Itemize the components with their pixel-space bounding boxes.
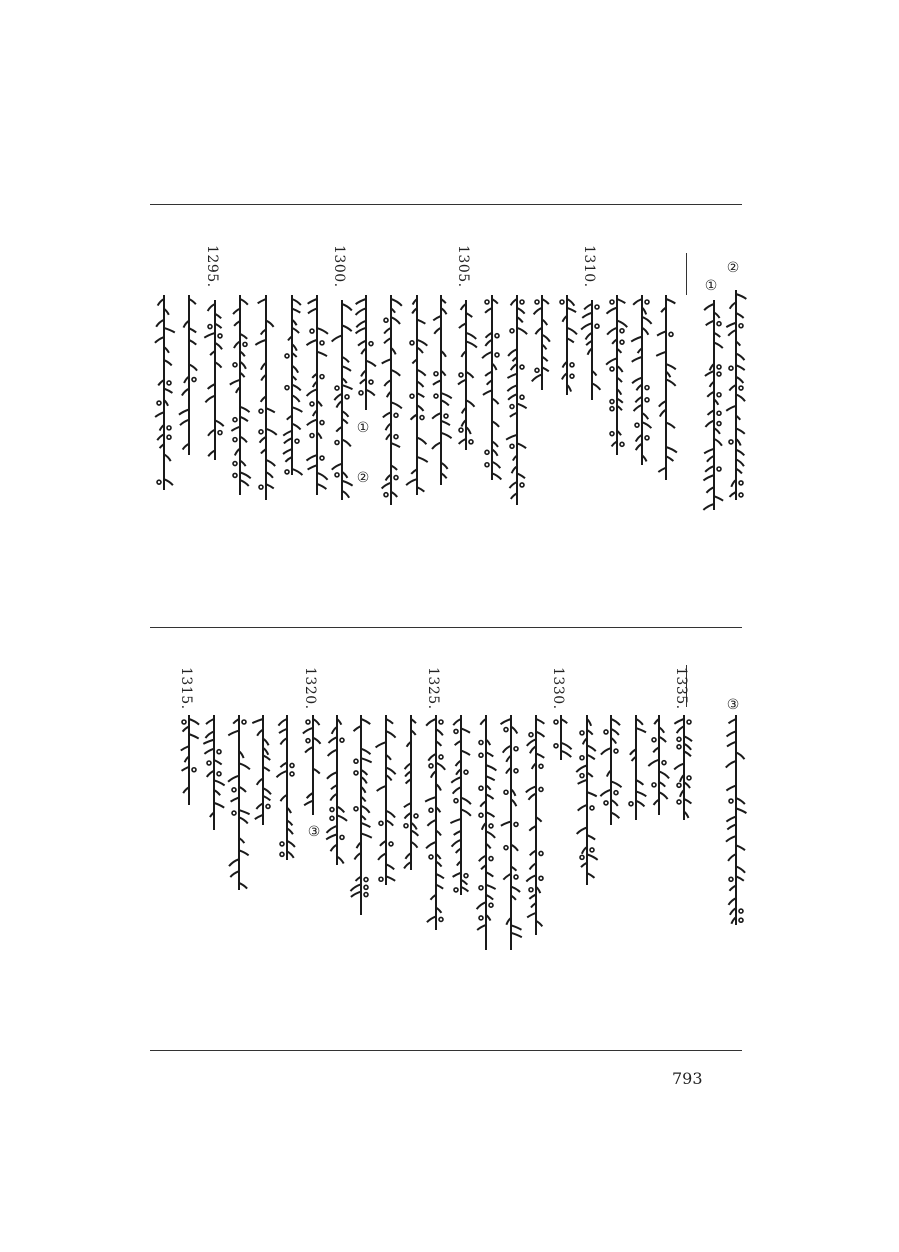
line-number-1320: 1320. — [302, 667, 318, 710]
text-column — [673, 715, 695, 820]
text-column — [178, 715, 200, 805]
text-column — [550, 715, 572, 760]
text-column — [204, 300, 226, 460]
bottom-rule — [150, 1050, 742, 1051]
text-column — [625, 715, 647, 820]
text-column — [500, 715, 522, 950]
text-column — [203, 715, 225, 830]
text-column — [306, 295, 328, 495]
text-column — [178, 295, 200, 455]
text-column — [406, 295, 428, 495]
text-column — [455, 300, 477, 450]
text-column — [252, 715, 274, 825]
text-column — [606, 295, 628, 455]
text-column — [581, 300, 603, 400]
text-column — [400, 715, 422, 870]
text-column — [475, 715, 497, 950]
text-column — [430, 295, 452, 485]
line-number-1315: 1315. — [178, 667, 194, 710]
line-number-1310: 1310. — [581, 245, 597, 288]
text-column — [355, 295, 377, 410]
text-column — [326, 715, 348, 865]
inline-marker-3: ③ — [306, 824, 322, 840]
line-number-1300: 1300. — [331, 245, 347, 288]
footnote-marker-2: ② — [725, 260, 741, 276]
middle-rule — [150, 627, 742, 628]
text-column — [725, 715, 747, 925]
text-column — [281, 295, 303, 475]
page-number: 793 — [672, 1069, 703, 1088]
text-column — [375, 715, 397, 885]
text-column — [655, 295, 677, 480]
text-column — [276, 715, 298, 860]
line-number-1335: 1335. — [673, 667, 689, 710]
text-column — [255, 295, 277, 500]
text-column — [725, 290, 747, 500]
text-column — [302, 715, 324, 815]
footnote-separator-upper — [686, 253, 687, 295]
text-column — [648, 715, 670, 815]
text-column — [350, 715, 372, 915]
text-column — [425, 715, 447, 930]
text-column — [229, 295, 251, 495]
text-column — [380, 295, 402, 505]
text-column — [600, 715, 622, 825]
footnote-marker-3: ③ — [725, 697, 741, 713]
text-column — [450, 715, 472, 895]
text-column — [506, 295, 528, 505]
text-column — [703, 300, 725, 510]
text-column — [576, 715, 598, 885]
inline-marker-1: ① — [355, 420, 371, 436]
line-number-1325: 1325. — [425, 667, 441, 710]
line-number-1330: 1330. — [550, 667, 566, 710]
text-column — [228, 715, 250, 890]
text-column — [556, 295, 578, 395]
line-number-1295: 1295. — [204, 245, 220, 288]
inline-marker-2: ② — [355, 470, 371, 486]
text-column — [525, 715, 547, 935]
text-column — [153, 295, 175, 490]
text-column — [481, 295, 503, 480]
line-number-1305: 1305. — [455, 245, 471, 288]
text-column — [531, 295, 553, 390]
text-column — [631, 295, 653, 465]
footnote-marker-1: ① — [703, 278, 719, 294]
text-column — [331, 300, 353, 500]
top-rule — [150, 204, 742, 205]
